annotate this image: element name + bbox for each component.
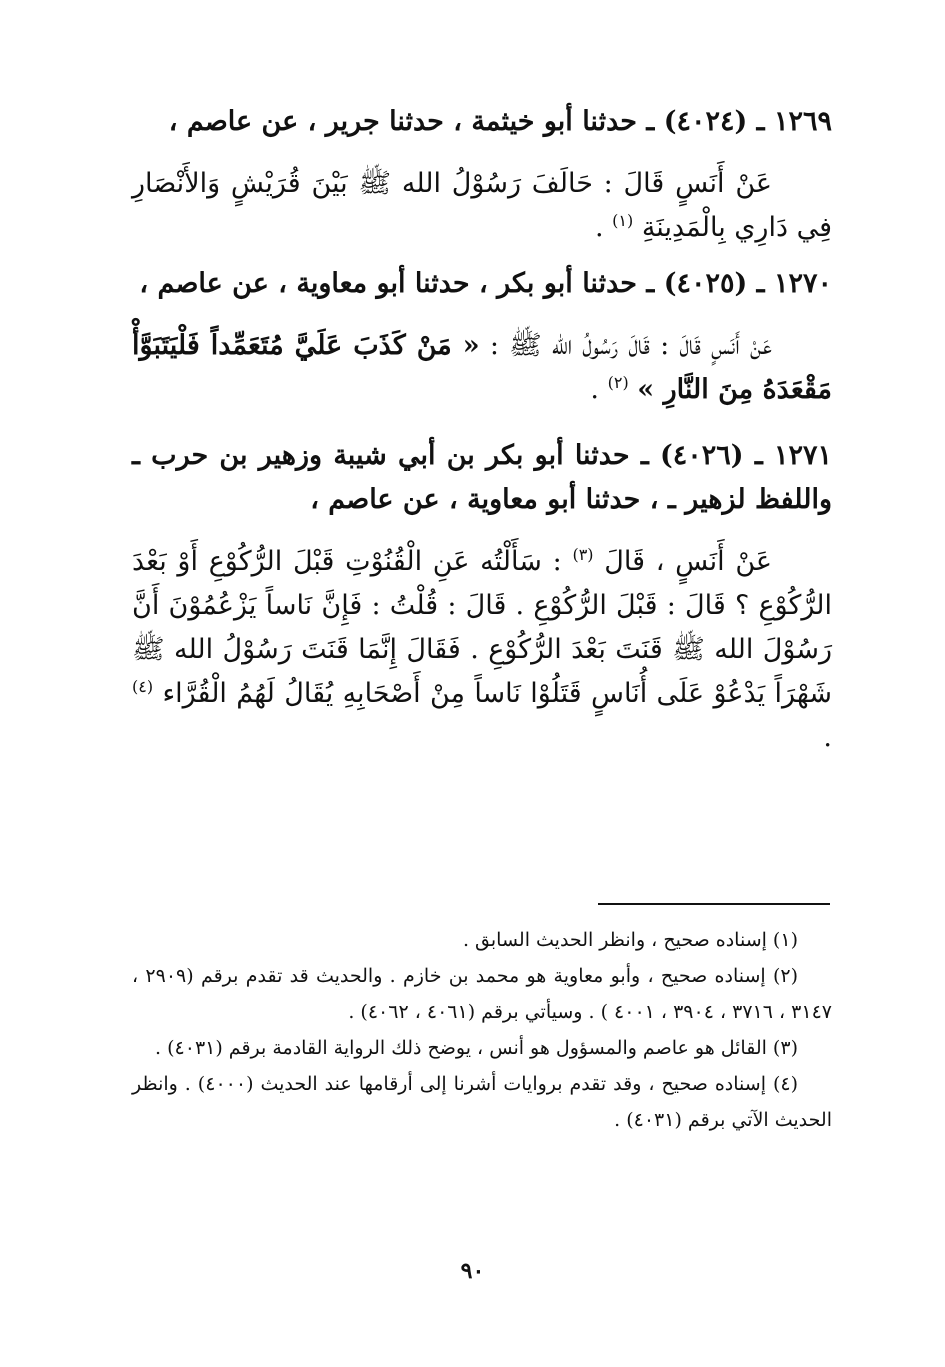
- matn-end: .: [823, 722, 832, 753]
- isnad-text: حدثنا أبو بكر ، حدثنا أبو معاوية ، عن عاصم ،: [139, 268, 637, 299]
- matn-intro: عَنْ أَنَسٍ قَالَ : قَالَ رَسُولُ الله ﷺ :: [489, 330, 772, 361]
- footnote-2: (٢) إسناده صحيح ، وأبو معاوية هو محمد بن خازم . والحديث قد تقدم برقم (٢٩٠٩ ، ٣١٤٧ ، ٣٧١٦ ، ٣٩٠٤ ، ٤٠٠١ ) . وسيأتي برقم (٤٠٦١ ، ٤٠٦٢) .: [132, 965, 832, 1023]
- hadith-matn: [132, 540, 832, 760]
- prophetic-quote: « مَنْ كَذَبَ عَلَيَّ مُتَعَمِّداً فَلْيَتَبَوَّأْ مَقْعَدَهُ مِنَ النَّارِ »: [132, 330, 832, 405]
- isnad-text: حدثنا أبو خيثمة ، حدثنا جرير ، عن عاصم ،: [168, 106, 637, 137]
- footnote-marker: (٤): [132, 677, 154, 696]
- hadith-isnad: ١٢٧١ ـ (٤٠٢٦) ـ حدثنا أبو بكر بن أبي شيبة وزهير بن حرب ـ واللفظ لزهير ـ ، حدثنا أبو معاوية ، عن عاصم ،: [132, 440, 832, 515]
- hadith-number: ١٢٦٩: [773, 106, 832, 137]
- footnote-marker: (٣): [572, 545, 594, 564]
- footnotes: [132, 922, 832, 1138]
- main-text: [132, 100, 832, 760]
- footnote-divider: [598, 903, 830, 905]
- page-number: ٩٠: [460, 1258, 485, 1284]
- matn-text: عَنْ أَنَسٍ قَالَ : حَالَفَ رَسُوْلُ الله ﷺ بَيْنَ قُرَيْشٍ وَالأَنْصَارِ فِي دَارِي بِالْمَدِينَةِ: [132, 168, 832, 243]
- hadith-ref: (٤٠٢٤): [663, 106, 748, 137]
- footnote-marker: (٢): [607, 373, 629, 392]
- footnote-4: (٤) إسناده صحيح ، وقد تقدم بروايات أشرنا إلى أرقامها عند الحديث (٤٠٠٠) . وانظر الحديث الآتي برقم (٤٠٣١) .: [132, 1073, 832, 1131]
- isnad-text: حدثنا أبو بكر بن أبي شيبة وزهير بن حرب ـ واللفظ لزهير ـ ، حدثنا أبو معاوية ، عن عاصم ،: [132, 440, 832, 515]
- matn-part-1: عَنْ أَنَسٍ ، قَالَ: [604, 546, 772, 577]
- hadith-matn: [132, 162, 832, 250]
- hadith-number: ١٢٧١: [773, 440, 832, 471]
- hadith-matn: [132, 324, 832, 412]
- footnote-1: (١) إسناده صحيح ، وانظر الحديث السابق .: [462, 929, 798, 951]
- hadith-isnad: ١٢٦٩ ـ (٤٠٢٤) ـ حدثنا أبو خيثمة ، حدثنا جرير ، عن عاصم ،: [168, 106, 832, 137]
- footnote-marker: (١): [612, 211, 634, 230]
- footnote-3: (٣) القائل هو عاصم والمسؤول هو أنس ، يوضح ذلك الرواية القادمة برقم (٤٠٣١) .: [155, 1037, 798, 1059]
- matn-part-2: : سَأَلْتُه عَنِ الْقُنُوْتِ قَبْلَ الرُّكُوْعِ أَوْ بَعْدَ الرُّكُوْعِ ؟ قَالَ : قَبْلَ الرُّكُوْعِ . قَالَ : قُلْتُ : فَإِنَّ نَاساً يَزْعُمُوْنَ أَنَّ رَسُوْلَ الله ﷺ قَنَتَ بَعْدَ الرُّكُوْعِ . فَقَالَ إِنَّمَا قَنَتَ رَسُوْلُ الله ﷺ شَهْرَاً يَدْعُوْ عَلَى أُنَاسٍ قَتَلُوْا نَاساً مِنْ أَصْحَابِهِ يُقَالُ لَهُمُ الْقُرَّاء: [132, 546, 832, 709]
- matn-end: .: [590, 374, 600, 405]
- hadith-ref: (٤٠٢٦): [660, 440, 744, 471]
- hadith-number: ١٢٧٠: [773, 268, 832, 299]
- hadith-ref: (٤٠٢٥): [663, 268, 748, 299]
- hadith-isnad: ١٢٧٠ ـ (٤٠٢٥) ـ حدثنا أبو بكر ، حدثنا أبو معاوية ، عن عاصم ،: [139, 268, 832, 299]
- matn-end: .: [594, 212, 604, 243]
